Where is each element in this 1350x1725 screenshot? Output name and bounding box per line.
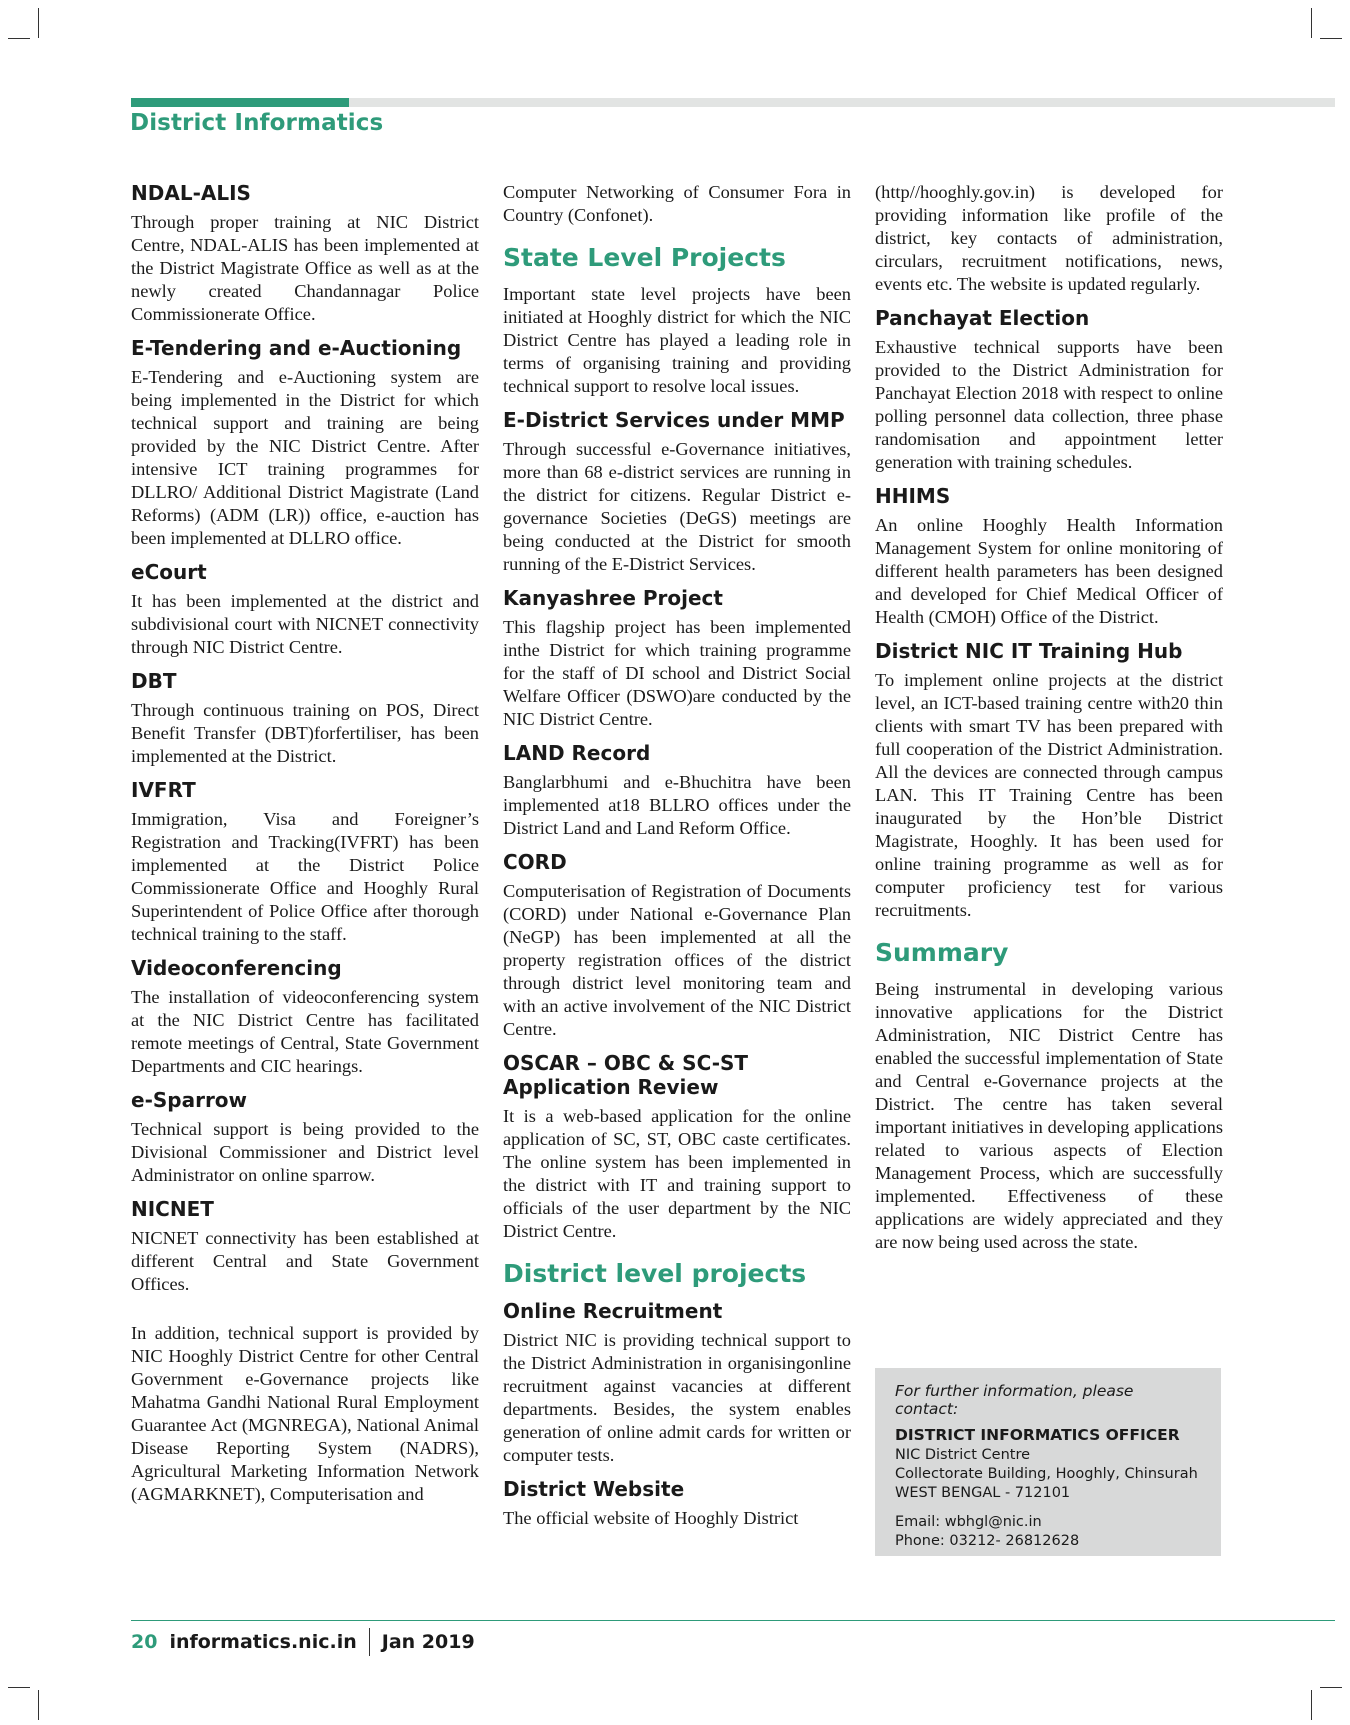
heading-summary: Summary — [875, 938, 1009, 967]
heading-oscar: OSCAR – OBC & SC-ST Application Review — [503, 1051, 749, 1099]
heading-online-recruitment: Online Recruitment — [503, 1299, 723, 1323]
paragraph-website-continued: (http//hooghly.gov.in) is developed for providing information like profile of the district, key contacts of administration, circulars, recruitment notifications, news, events etc. The website is updated regularly. — [875, 182, 1223, 294]
paragraph-online-recruitment: District NIC is providing technical support to the District Administration in organisingonline recruitment against vacancies at different departments. Besides, the system enables generation of online admit cards for written or computer tests. — [503, 1330, 851, 1465]
paragraph-e-tendering: E-Tendering and e-Auctioning system are being implemented in the District for which technical support and training are being provided by the NIC District Centre. After intensive ICT training programmes for DLLRO/ Additional District Magistrate (Land Reforms) (ADM (LR)) office, e-auction has been implemented at DLLRO office. — [131, 367, 479, 548]
heading-e-district: E-District Services under MMP — [503, 408, 845, 432]
paragraph-confonet-continued: Computer Networking of Consumer Fora in Country (Confonet). — [503, 182, 851, 225]
paragraph-panchayat-election: Exhaustive technical supports have been provided to the District Administration for Panchayat Election 2018 with respect to online polling personnel data collection, three phase randomisation and appointment letter generation with training schedules. — [875, 337, 1223, 472]
paragraph-nicnet: NICNET connectivity has been established at different Central and State Government Offices. — [131, 1228, 479, 1294]
heading-ecourt: eCourt — [131, 560, 207, 584]
footer-rule — [131, 1620, 1335, 1621]
contact-email: Email: wbhgl@nic.in — [895, 1514, 1042, 1530]
contact-role: DISTRICT INFORMATICS OFFICER — [895, 1426, 1180, 1444]
heading-videoconferencing: Videoconferencing — [131, 956, 342, 980]
crop-mark — [1311, 1690, 1312, 1720]
contact-address: Collectorate Building, Hooghly, Chinsurah — [895, 1466, 1198, 1482]
heading-dbt: DBT — [131, 669, 177, 693]
crop-mark — [1320, 1687, 1342, 1688]
header-rule-bar — [349, 98, 1335, 107]
paragraph-ivfrt: Immigration, Visa and Foreigner’s Registration and Tracking(IVFRT) has been implemented at the District Police Commissionerate Office and Hooghly Rural Superintendent of Police Office after thorough technical training to the staff. — [131, 809, 479, 944]
paragraph-state-level-projects: Important state level projects have been initiated at Hooghly district for which the NIC District Centre has played a leading role in terms of organising training and providing technical support to resolve local issues. — [503, 284, 851, 396]
crop-mark — [1320, 38, 1342, 39]
paragraph-ndal-alis: Through proper training at NIC District Centre, NDAL-ALIS has been implemented at the District Magistrate Office as well as at the newly created Chandannagar Police Commissionerate Office. — [131, 212, 479, 324]
crop-mark — [8, 38, 30, 39]
page-number: 20 — [131, 1631, 158, 1653]
heading-land-record: LAND Record — [503, 741, 651, 765]
paragraph-land-record: Banglarbhumi and e-Bhuchitra have been implemented at18 BLLRO offices under the District Land and Land Reform Office. — [503, 772, 851, 838]
heading-district-website: District Website — [503, 1477, 685, 1501]
paragraph-e-sparrow: Technical support is being provided to the Divisional Commissioner and District level Administrator on online sparrow. — [131, 1119, 479, 1185]
crop-mark — [1311, 8, 1312, 38]
contact-office: NIC District Centre — [895, 1447, 1031, 1463]
column-2 — [503, 181, 851, 1536]
paragraph-it-training-hub: To implement online projects at the district level, an ICT-based training centre with20 thin clients with smart TV has been prepared with full cooperation of the District Administration. All the devices are connected through campus LAN. This IT Training Centre has been inaugurated by the Hon’ble District Magistrate, Hooghly. It has been used for online training programme as well as for computer proficiency test for various recruitments. — [875, 670, 1223, 920]
contact-intro: For further information, please contact: — [895, 1382, 1134, 1418]
heading-state-level-projects: State Level Projects — [503, 243, 786, 272]
heading-ndal-alis: NDAL-ALIS — [131, 181, 251, 205]
contact-phone: Phone: 03212- 26812628 — [895, 1533, 1080, 1549]
paragraph-kanyashree: This flagship project has been implemented inthe District for which training programme for the staff of DI school and District Social Welfare Officer (DSWO)are conducted by the NIC District Centre. — [503, 617, 851, 729]
heading-district-level-projects: District level projects — [503, 1259, 807, 1288]
heading-e-tendering: E-Tendering and e-Auctioning — [131, 336, 462, 360]
heading-e-sparrow: e-Sparrow — [131, 1088, 248, 1112]
paragraph-oscar: It is a web-based application for the online application of SC, ST, OBC caste certificates. The online system has been implemented in the district with IT and training support to officials of the user department by the NIC District Centre. — [503, 1106, 851, 1241]
column-1 — [131, 181, 479, 1512]
footer — [131, 1628, 475, 1656]
column-3 — [875, 181, 1223, 1260]
paragraph-cord: Computerisation of Registration of Documents (CORD) under National e-Governance Plan (NeGP) has been implemented at all the property registration offices of the district through district level monitoring team and with an active involvement of the NIC District Centre. — [503, 881, 851, 1039]
heading-nicnet: NICNET — [131, 1197, 214, 1221]
paragraph-e-district: Through successful e-Governance initiatives, more than 68 e-district services are running in the district for citizens. Regular District e-governance Societies (DeGS) meetings are being conducted at the District for smooth running of the E-District Services. — [503, 439, 851, 574]
heading-kanyashree: Kanyashree Project — [503, 586, 723, 610]
paragraph-dbt: Through continuous training on POS, Direct Benefit Transfer (DBT)forfertiliser, has been implemented at the District. — [131, 700, 479, 766]
paragraph-additional-support: In addition, technical support is provided by NIC Hooghly District Centre for other Central Government e-Governance projects like Mahatma Gandhi National Rural Employment Guarantee Act (MGNREGA), National Animal Disease Reporting System (NADRS), Agricultural Marketing Information Network (AGMARKNET), Computerisation and — [131, 1323, 479, 1504]
heading-it-training-hub: District NIC IT Training Hub — [875, 639, 1183, 663]
paragraph-summary: Being instrumental in developing various innovative applications for the District Administration, NIC District Centre has enabled the successful implementation of State and Central e-Governance projects at the District. The centre has taken several important initiatives in developing applications related to various aspects of Election Management Process, which are successfully implemented. Effectiveness of these applications are widely appreciated and they are now being used across the state. — [875, 979, 1223, 1252]
crop-mark — [38, 8, 39, 38]
paragraph-videoconferencing: The installation of videoconferencing system at the NIC District Centre has facilitated remote meetings of Central, State Government Departments and CIC hearings. — [131, 987, 479, 1076]
footer-site: informatics.nic.in — [169, 1631, 357, 1653]
footer-separator — [369, 1628, 370, 1656]
header-accent-bar — [131, 98, 349, 107]
paragraph-district-website: The official website of Hooghly District — [503, 1508, 799, 1528]
heading-hhims: HHIMS — [875, 484, 951, 508]
contact-state-pin: WEST BENGAL - 712101 — [895, 1485, 1071, 1501]
crop-mark — [8, 1687, 30, 1688]
contact-box — [875, 1368, 1221, 1556]
heading-ivfrt: IVFRT — [131, 778, 196, 802]
paragraph-hhims: An online Hooghly Health Information Management System for online monitoring of different health parameters has been designed and developed for Chief Medical Officer of Health (CMOH) Office of the District. — [875, 515, 1223, 627]
footer-date: Jan 2019 — [381, 1631, 475, 1653]
paragraph-ecourt: It has been implemented at the district and subdivisional court with NICNET connectivity through NIC District Centre. — [131, 591, 479, 657]
heading-panchayat-election: Panchayat Election — [875, 306, 1090, 330]
heading-cord: CORD — [503, 850, 567, 874]
crop-mark — [38, 1690, 39, 1720]
section-title: District Informatics — [130, 110, 384, 136]
